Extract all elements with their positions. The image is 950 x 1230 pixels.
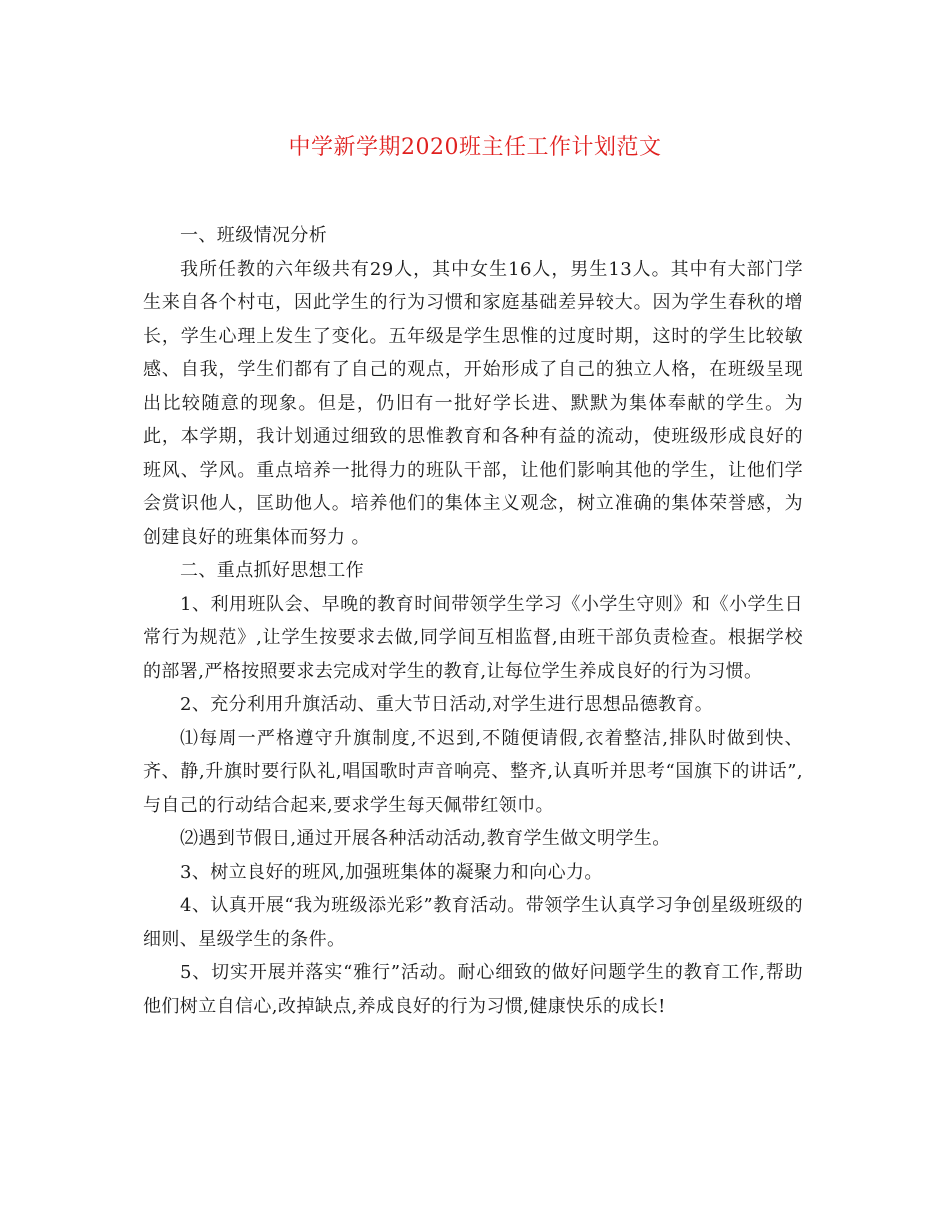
paragraph-item-4: 4、认真开展“我为班级添光彩”教育活动。带领学生认真学习争创星级班级的细则、星级学生的条件。 bbox=[143, 895, 803, 950]
document-body bbox=[143, 219, 803, 1023]
paragraph-class-analysis: 我所任教的六年级共有29人，其中女生16人，男生13人。其中有大部门学生来自各个村屯，因此学生的行为习惯和家庭基础差异较大。因为学生春秋的增长，学生心理上发生了变化。五年级是学生思惟的过度时期，这时的学生比较敏感、自我，学生们都有了自己的观点，开始形成了自己的独立人格，在班级呈现出比较随意的现象。但是，仍旧有一批好学长进、默默为集体奉献的学生。为此，本学期，我计划通过细致的思惟教育和各种有益的流动，使班级形成良好的班风、学风。重点培养一批得力的班队干部，让他们影响其他的学生，让他们学会赏识他人，匡助他人。培养他们的集体主义观念，树立准确的集体荣誉感，为创建良好的班集体而努力 。 bbox=[143, 258, 803, 548]
paragraph-item-1: 1、利用班队会、早晚的教育时间带领学生学习《小学生守则》和《小学生日常行为规范》,让学生按要求去做,同学间互相监督,由班干部负责检查。根据学校的部署,严格按照要求去完成对学生的教育,让每位学生养成良好的行为习惯。 bbox=[143, 593, 803, 682]
paragraph-subitem-1: ⑴每周一严格遵守升旗制度,不迟到,不随便请假,衣着整洁,排队时做到快、齐、静,升旗时要行队礼,唱国歌时声音响亮、整齐,认真听并思考“国旗下的讲话”,与自己的行动结合起来,要求学生每天佩带红领巾。 bbox=[143, 727, 803, 816]
paragraph-item-3: 3、树立良好的班风,加强班集体的凝聚力和向心力。 bbox=[180, 861, 603, 883]
document-title: 中学新学期2020班主任工作计划范文 bbox=[288, 135, 662, 160]
section-heading-ideological-work: 二、重点抓好思想工作 bbox=[180, 560, 364, 581]
paragraph-item-2: 2、充分利用升旗活动、重大节日活动,对学生进行思想品德教育。 bbox=[180, 694, 714, 715]
paragraph-subitem-2: ⑵遇到节假日,通过开展各种活动活动,教育学生做文明学生。 bbox=[180, 828, 671, 849]
paragraph-item-5: 5、切实开展并落实“雅行”活动。耐心细致的做好问题学生的教育工作,帮助他们树立自信心,改掉缺点,养成良好的行为习惯,健康快乐的成长! bbox=[143, 962, 803, 1017]
section-heading-class-analysis: 一、班级情况分析 bbox=[180, 225, 328, 246]
